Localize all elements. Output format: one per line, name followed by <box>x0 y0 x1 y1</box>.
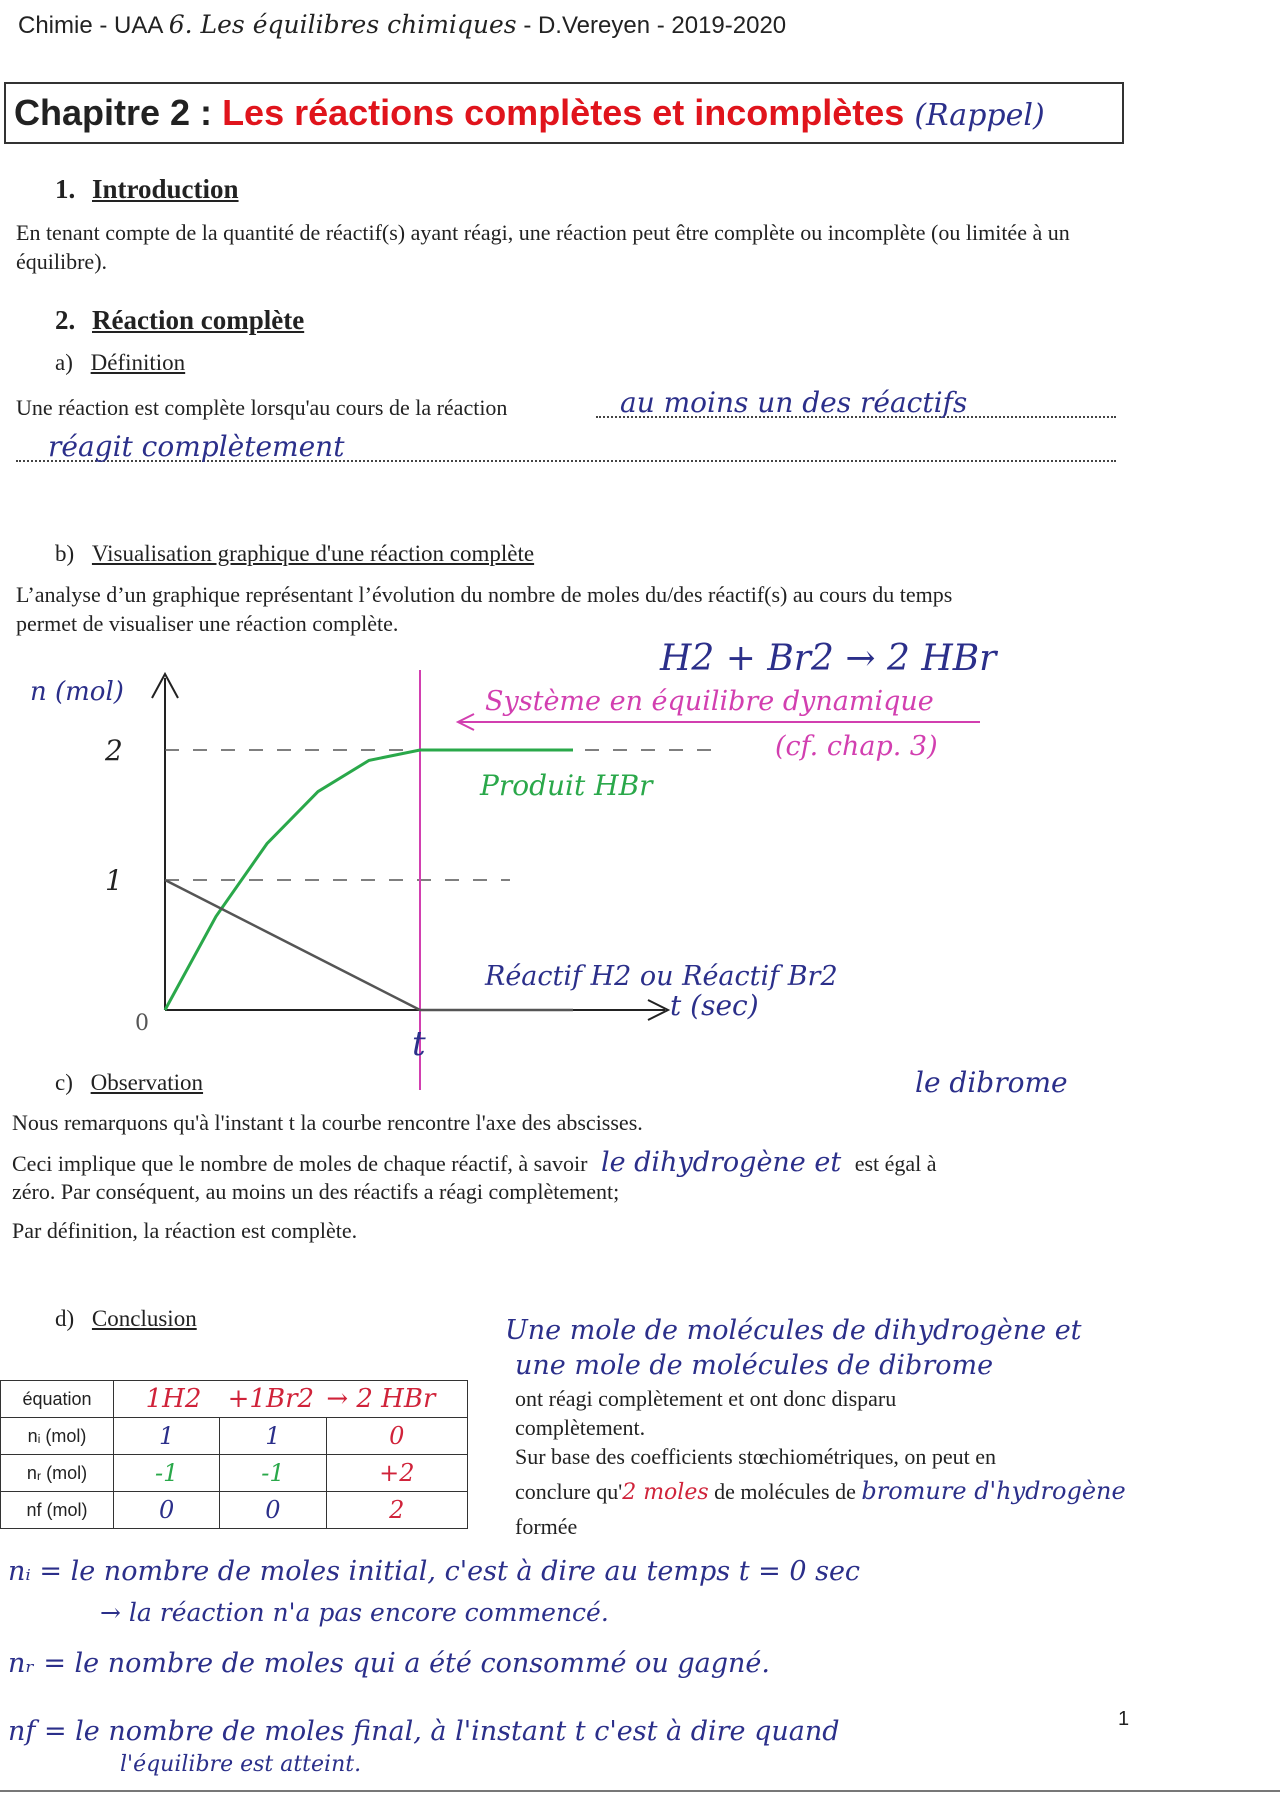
conclusion-text-5: formée <box>515 1514 578 1539</box>
section-1-title: Introduction <box>92 174 239 204</box>
table-equation-cell <box>114 1381 468 1418</box>
subsection-d-title: Conclusion <box>91 1306 197 1331</box>
note-nf-2: l'équilibre est atteint. <box>120 1752 362 1777</box>
chart-y-label: n (mol) <box>30 677 124 707</box>
chapter-label: Chapitre 2 : <box>14 92 213 133</box>
table-row <box>1 1418 468 1455</box>
table-cell: 2 <box>326 1492 467 1529</box>
subsection-c-title: Observation <box>90 1070 204 1095</box>
series-label-reactant: Réactif H2 ou Réactif Br2 <box>485 961 838 992</box>
table-row <box>1 1381 468 1418</box>
conclusion-text-4c: de molécules de <box>714 1479 856 1504</box>
chart-x-label: t (sec) <box>670 989 759 1022</box>
table-cell: 1 <box>220 1418 326 1455</box>
subsection-c-heading <box>55 1070 203 1096</box>
y-tick-2: 2 <box>105 734 123 767</box>
table-cell: → 2 HBr <box>326 1384 436 1414</box>
subsection-b-number: b) <box>55 541 75 566</box>
y-tick-1: 1 <box>105 864 123 897</box>
observation-text-2 <box>12 1148 937 1178</box>
table-cell: -1 <box>114 1455 220 1492</box>
observation-text-1: Nous remarquons qu'à l'instant t la courbe rencontre l'axe des abscisses. <box>12 1110 643 1135</box>
y-tick-0: 0 <box>135 1011 149 1036</box>
table-row-label: équation <box>1 1381 114 1418</box>
header-suffix: - D.Vereyen - 2019-2020 <box>523 12 787 39</box>
observation-text-4: Par définition, la réaction est complète. <box>12 1218 358 1243</box>
subsection-d-heading <box>55 1306 197 1332</box>
subsection-b-text-2: permet de visualiser une réaction complète. <box>16 611 399 636</box>
definition-answer-1: au moins un des réactifs <box>620 386 968 419</box>
conclusion-product-hand: bromure d'hydrogène <box>861 1477 1126 1505</box>
table-row-label: nᵢ (mol) <box>1 1418 114 1455</box>
observation-text-2a: Ceci implique que le nombre de moles de chaque réactif, à savoir <box>12 1151 588 1176</box>
equilibrium-note: Système en équilibre dynamique <box>485 686 934 717</box>
chapter-note: (Rappel) <box>914 98 1045 133</box>
subsection-b-title: Visualisation graphique d'une réaction complète <box>91 541 535 566</box>
definition-answer-2: réagit complètement <box>48 430 345 463</box>
table-cell: 0 <box>220 1492 326 1529</box>
conclusion-text-3: Sur base des coefficients stœchiométriques, on peut en <box>515 1444 997 1469</box>
table-row <box>1 1492 468 1529</box>
table-cell: 1H2 <box>145 1384 202 1414</box>
table-cell: +1Br2 <box>227 1384 315 1414</box>
table-cell: 0 <box>114 1492 220 1529</box>
page-bottom-rule <box>0 1790 1280 1792</box>
chart-equation: H2 + Br2 → 2 HBr <box>660 638 997 679</box>
header-prefix: Chimie - UAA <box>18 12 163 39</box>
conclusion-text-2: complètement. <box>515 1415 646 1440</box>
x-tick-t: t <box>412 1024 426 1064</box>
section-1-number: 1. <box>55 174 76 204</box>
observation-hand-dihydrogene: le dihydrogène et <box>600 1147 842 1178</box>
series-label-product: Produit HBr <box>480 769 653 802</box>
page-header <box>18 10 786 40</box>
subsection-a-heading <box>55 350 185 376</box>
equilibrium-ref: (cf. chap. 3) <box>775 731 938 762</box>
subsection-a-title: Définition <box>90 350 186 375</box>
table-row-label: nf (mol) <box>1 1492 114 1529</box>
note-nf: nf = le nombre de moles final, à l'instant t c'est à dire quand <box>8 1716 840 1747</box>
note-ni: nᵢ = le nombre de moles initial, c'est à dire au temps t = 0 sec <box>8 1556 861 1587</box>
conclusion-text-4 <box>515 1477 1126 1507</box>
section-2-number: 2. <box>55 305 76 335</box>
observation-text-3: zéro. Par conséquent, au moins un des réactifs a réagi complètement; <box>12 1179 620 1204</box>
subsection-b-text-1: L’analyse d’un graphique représentant l’évolution du nombre de moles du/des réactif(s) au cours du temps <box>16 582 953 607</box>
note-ni-2: → la réaction n'a pas encore commencé. <box>100 1598 609 1627</box>
conclusion-moles-hand: 2 moles <box>622 1480 709 1505</box>
table-row <box>1 1455 468 1492</box>
chapter-title <box>14 92 1045 134</box>
table-cell: +2 <box>326 1455 467 1492</box>
section-2-title: Réaction complète <box>92 305 305 335</box>
conclusion-text-4a: conclure qu' <box>515 1479 623 1504</box>
section-2-heading <box>55 305 304 336</box>
moles-vs-time-chart <box>0 630 1280 1100</box>
subsection-b-heading <box>55 541 534 567</box>
conclusion-hand-1: Une mole de molécules de dihydrogène et <box>505 1315 1082 1346</box>
subsection-a-number: a) <box>55 350 73 375</box>
subsection-c-number: c) <box>55 1070 73 1095</box>
section-1-heading <box>55 174 239 205</box>
table-row-label: nᵣ (mol) <box>1 1455 114 1492</box>
observation-hand-dibrome: le dibrome <box>915 1066 1068 1099</box>
header-handwritten: 6. Les équilibres chimiques <box>168 10 517 39</box>
chapter-name: Les réactions complètes et incomplètes <box>222 92 905 133</box>
section-1-text: En tenant compte de la quantité de réactif(s) ayant réagi, une réaction peut être complète ou incomplète (ou limitée à un équilibre). <box>16 220 1070 274</box>
subsection-d-number: d) <box>55 1306 75 1331</box>
stoichiometry-table <box>0 1380 468 1529</box>
note-nr: nᵣ = le nombre de moles qui a été consommé ou gagné. <box>8 1648 770 1679</box>
definition-text: Une réaction est complète lorsqu'au cours de la réaction <box>16 395 508 420</box>
conclusion-text-1: ont réagi complètement et ont donc disparu <box>515 1386 897 1411</box>
page-number: 1 <box>1118 1708 1130 1730</box>
conclusion-hand-2: une mole de molécules de dibrome <box>515 1350 994 1381</box>
table-cell: 0 <box>326 1418 467 1455</box>
table-cell: 1 <box>114 1418 220 1455</box>
observation-text-2b: est égal à <box>854 1151 937 1176</box>
table-cell: -1 <box>220 1455 326 1492</box>
